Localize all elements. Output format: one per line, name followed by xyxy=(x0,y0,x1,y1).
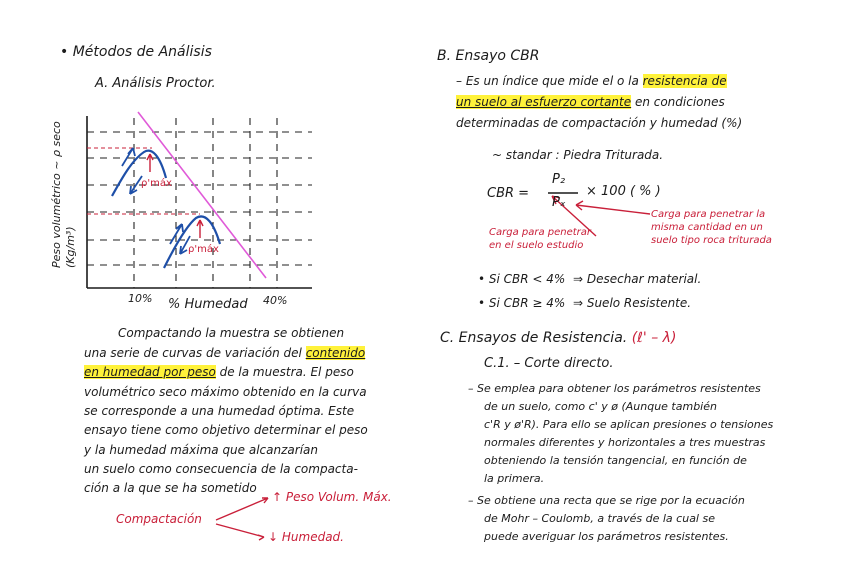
section-title-methods: • Métodos de Análisis xyxy=(60,44,212,60)
cbr-rule-2: • Si CBR ≥ 4% ⇒ Suelo Resistente. xyxy=(478,296,692,310)
cbr-denominator: Pₓ xyxy=(552,195,566,210)
x-tick-40: 40% xyxy=(263,294,288,307)
corte-paragraph-1: – Se emplea para obtener los parámetros resistentes de un suelo, como c' y ø (Aunque también c'R y ø'R). Para ello se aplican presiones o tensiones normales diferentes y horizontales a tres muestras obteniendo la tensión tangencial, en función de la primera. xyxy=(468,382,774,485)
cbr-rule-1: • Si CBR < 4% ⇒ Desechar material. xyxy=(478,272,702,286)
highlight-humedad: en humedad por peso xyxy=(84,365,216,379)
cbr-line-1: – Es un índice que mide el o la resistencia de xyxy=(456,74,727,88)
corte-paragraph-2: – Se obtiene una recta que se rige por la ecuación de Mohr – Coulomb, a través de la cual se puede averiguar los parámetros resistentes. xyxy=(468,494,745,543)
highlight-suelo: un suelo al esfuerzo cortante xyxy=(456,95,632,109)
subtitle-proctor: A. Análisis Proctor. xyxy=(95,76,216,91)
x-tick-10: 10% xyxy=(128,292,153,305)
compaction-curve-2 xyxy=(164,216,220,268)
para-line-3: en humedad por peso de la muestra. El peso xyxy=(84,365,354,379)
cbr-numerator: P₂ xyxy=(552,172,566,187)
para-line-9: ción a la que se ha sometido xyxy=(84,481,257,495)
rho-max-label-1: ρ'máx xyxy=(141,178,172,189)
cbr-standard: ~ standar : Piedra Triturada. xyxy=(492,148,664,162)
heading-resistance: C. Ensayos de Resistencia. (ℓ' – λ) xyxy=(440,330,677,346)
rho-max-label-2: ρ'máx xyxy=(188,244,219,255)
highlight-contenido: contenido xyxy=(305,346,366,360)
highlight-resistencia: resistencia de xyxy=(642,74,727,88)
compaction-curve-1 xyxy=(112,151,166,196)
para-line-6: ensayo tiene como objetivo determinar el peso xyxy=(84,423,368,437)
graph-xlabel: % Humedad xyxy=(168,297,248,312)
heading-cbr: B. Ensayo CBR xyxy=(437,48,540,64)
heading-corte-directo: C.1. – Corte directo. xyxy=(484,356,614,371)
para-line-1: Compactando la muestra se obtienen xyxy=(118,326,345,340)
cbr-note-left: Carga para penetrar en el suelo estudio xyxy=(489,227,592,251)
compaction-label: Compactación xyxy=(116,512,202,526)
cbr-line-3: determinadas de compactación y humedad (%) xyxy=(456,116,743,130)
para-line-5: se corresponde a una humedad óptima. Este xyxy=(84,404,355,418)
cbr-note-right: Carga para penetrar la misma cantidad en un suelo tipo roca triturada xyxy=(651,209,772,246)
para-line-4: volumétrico seco máximo obtenido en la curva xyxy=(84,385,367,399)
para-line-2: una serie de curvas de variación del contenido xyxy=(84,346,366,360)
cbr-multiplier: × 100 ( % ) xyxy=(586,184,661,199)
cbr-formula-label: CBR = xyxy=(487,186,530,201)
heading-resistance-params: (ℓ' – λ) xyxy=(631,330,677,346)
cbr-line-2: un suelo al esfuerzo cortante en condiciones xyxy=(456,95,725,109)
grid xyxy=(87,118,312,288)
graph-ylabel: Peso volumétrico ~ ρ seco (Kg/m³) xyxy=(50,121,77,268)
para-line-7: y la humedad máxima que alcanzarían xyxy=(84,443,318,457)
compaction-down: ↓ Humedad. xyxy=(268,530,344,544)
para-line-8: un suelo como consecuencia de la compacta- xyxy=(84,462,358,476)
compaction-up: ↑ Peso Volum. Máx. xyxy=(272,490,392,504)
